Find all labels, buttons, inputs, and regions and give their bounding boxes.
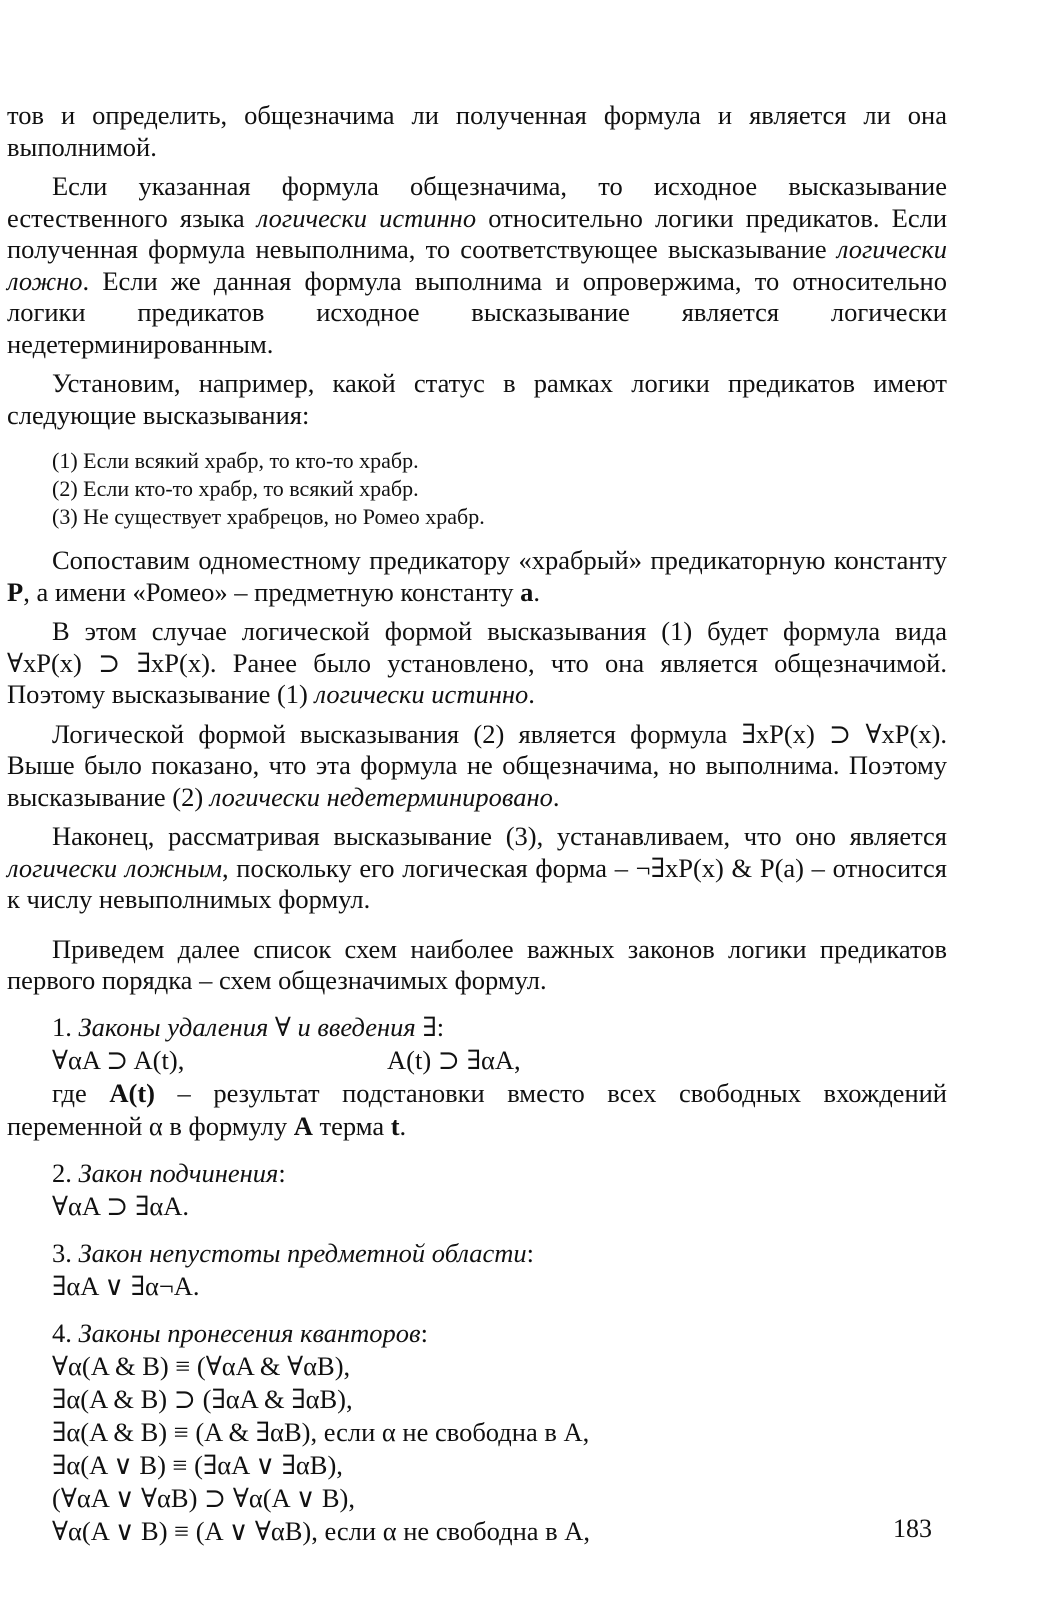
example-item: (1) Если всякий храбр, то кто-то храбр. (52, 448, 419, 473)
law-formula: ∃α(A ∨ B) ≡ (∃αA ∨ ∃αB), (52, 1449, 343, 1480)
text-segment: Наконец, рассматривая высказывание (3), устанавливаем, что оно является (52, 821, 947, 851)
law-title: Закон непустоты предметной области (78, 1237, 527, 1268)
law-number: 3. (52, 1237, 79, 1268)
text-segment: где (52, 1077, 110, 1108)
law-heading (52, 1157, 947, 1190)
paragraph-statement-2 (7, 719, 947, 814)
law-heading (52, 1011, 947, 1044)
formula-symbol: A(t) (109, 1077, 155, 1108)
inline-formula: ∀xP(x) ⊃ ∃xP(x) (7, 647, 210, 678)
paragraph-constants (7, 545, 947, 608)
law-colon: : (420, 1317, 428, 1348)
law-heading (52, 1237, 947, 1270)
law-formula: (∀αA ∨ ∀αB) ⊃ ∀α(A ∨ B), (52, 1482, 356, 1513)
law-formula: ∀αA ⊃ ∃αA. (52, 1190, 190, 1221)
inline-formula: ∃xP(x) ⊃ ∀xP(x) (741, 718, 941, 749)
law-number: 2. (52, 1157, 79, 1188)
law-colon: : (278, 1157, 286, 1188)
law-number: 1. (52, 1011, 79, 1042)
text-segment: относительно логики предикатов. Если полученная формула невыполнима, то соответствующее высказывание (7, 202, 948, 264)
example-item: (3) Не существует храбрецов, но Ромео храбр. (52, 504, 485, 529)
emphasis-text: логически недетерминировано (209, 781, 553, 812)
constant-symbol: a (520, 576, 534, 607)
text-segment: – относится к числу невыполнимых формул. (7, 852, 947, 914)
law-title: Законы пронесения кванторов (78, 1317, 421, 1348)
paragraph-statement-3 (7, 821, 947, 916)
law-formula: ∀α(A ∨ B) ≡ (A ∨ ∀αB), если α не свободна в A, (52, 1515, 591, 1546)
law-formula-pair (52, 1044, 947, 1077)
text-segment: терма (312, 1110, 391, 1141)
law-2 (7, 1157, 947, 1223)
text-segment: . Выше было показано, что эта формула не общезначима, но выполнима. Поэтому высказывание (2) (7, 718, 947, 812)
paragraph-continuation: тов и определить, общезначима ли полученная формула и является ли она выполнимой. (7, 100, 947, 162)
paragraph-statement-1 (7, 616, 947, 711)
law-formula: A(t) ⊃ ∃αA, (387, 1044, 521, 1075)
law-formula: ∀αA ⊃ A(t), (52, 1044, 185, 1075)
emphasis-text: логически ложно (7, 234, 947, 296)
law-formula: ∃α(A & B) ⊃ (∃αA & ∃αB), (52, 1383, 353, 1414)
formula-symbol: A (293, 1110, 313, 1141)
law-heading (52, 1317, 947, 1350)
text-segment: – результат подстановки вместо всех свободных вхождений переменной α в формулу (7, 1077, 947, 1141)
text-segment: . (552, 781, 560, 812)
example-list (7, 447, 947, 531)
text-segment: . (399, 1110, 407, 1141)
law-title: Закон подчинения (78, 1157, 279, 1188)
law-formula: ∀α(A & B) ≡ (∀αA & ∀αB), (52, 1350, 351, 1381)
law-number: 4. (52, 1317, 79, 1348)
example-item: (2) Если кто-то храбр, то всякий храбр. (52, 476, 419, 501)
text-segment: Сопоставим одноместному предикатору «храбрый» предикаторную константу (52, 545, 947, 575)
paragraph-intro-examples: Установим, например, какой статус в рамках логики предикатов имеют следующие высказывания: (7, 368, 947, 430)
text-segment: , поскольку его логическая форма – (222, 852, 636, 883)
text-segment: Логической формой высказывания (2) является формула (52, 718, 742, 749)
law-3 (7, 1237, 947, 1303)
constant-symbol: P (7, 576, 24, 607)
text-segment: . (528, 679, 535, 709)
paragraph-laws-intro: Приведем далее список схем наиболее важных законов логики предикатов первого порядка – схем общезначимых формул. (7, 933, 947, 995)
text-segment: Если указанная формула общезначима, то исходное высказывание естественного языка (7, 171, 947, 233)
law-formula: ∃α(A & B) ≡ (A & ∃αB), если α не свободна в A, (52, 1416, 590, 1447)
text-segment: . Если же данная формула выполнима и опровержима, то относительно логики предикатов исходное высказывание является логически недетерминированным. (7, 265, 947, 359)
law-formula: ∃αA ∨ ∃α¬A. (52, 1270, 200, 1301)
law-1-note (7, 1077, 947, 1143)
text-segment: В этом случае логической формой высказывания (1) будет формула вида (52, 616, 947, 646)
emphasis-text: логически истинно (314, 679, 529, 709)
text-segment: . Ранее было установлено, что она является общезначимой. Поэтому высказывание (1) (7, 647, 947, 709)
paragraph-truth-status (7, 171, 947, 360)
inline-formula: ¬∃xP(x) & P(a) (635, 852, 804, 883)
formula-symbol: t (390, 1110, 400, 1141)
text-segment: . (533, 576, 540, 607)
emphasis-text: логически ложным (7, 852, 222, 883)
text-segment: , а имени «Ромео» – предметную константу (23, 576, 521, 607)
law-4 (7, 1317, 947, 1548)
law-colon: : (436, 1011, 445, 1042)
law-1 (7, 1011, 947, 1077)
emphasis-text: логически истинно (256, 202, 477, 233)
law-colon: : (526, 1237, 535, 1268)
law-title: Законы удаления ∀ и введения ∃ (78, 1011, 437, 1042)
page-number: 183 (893, 1514, 932, 1543)
